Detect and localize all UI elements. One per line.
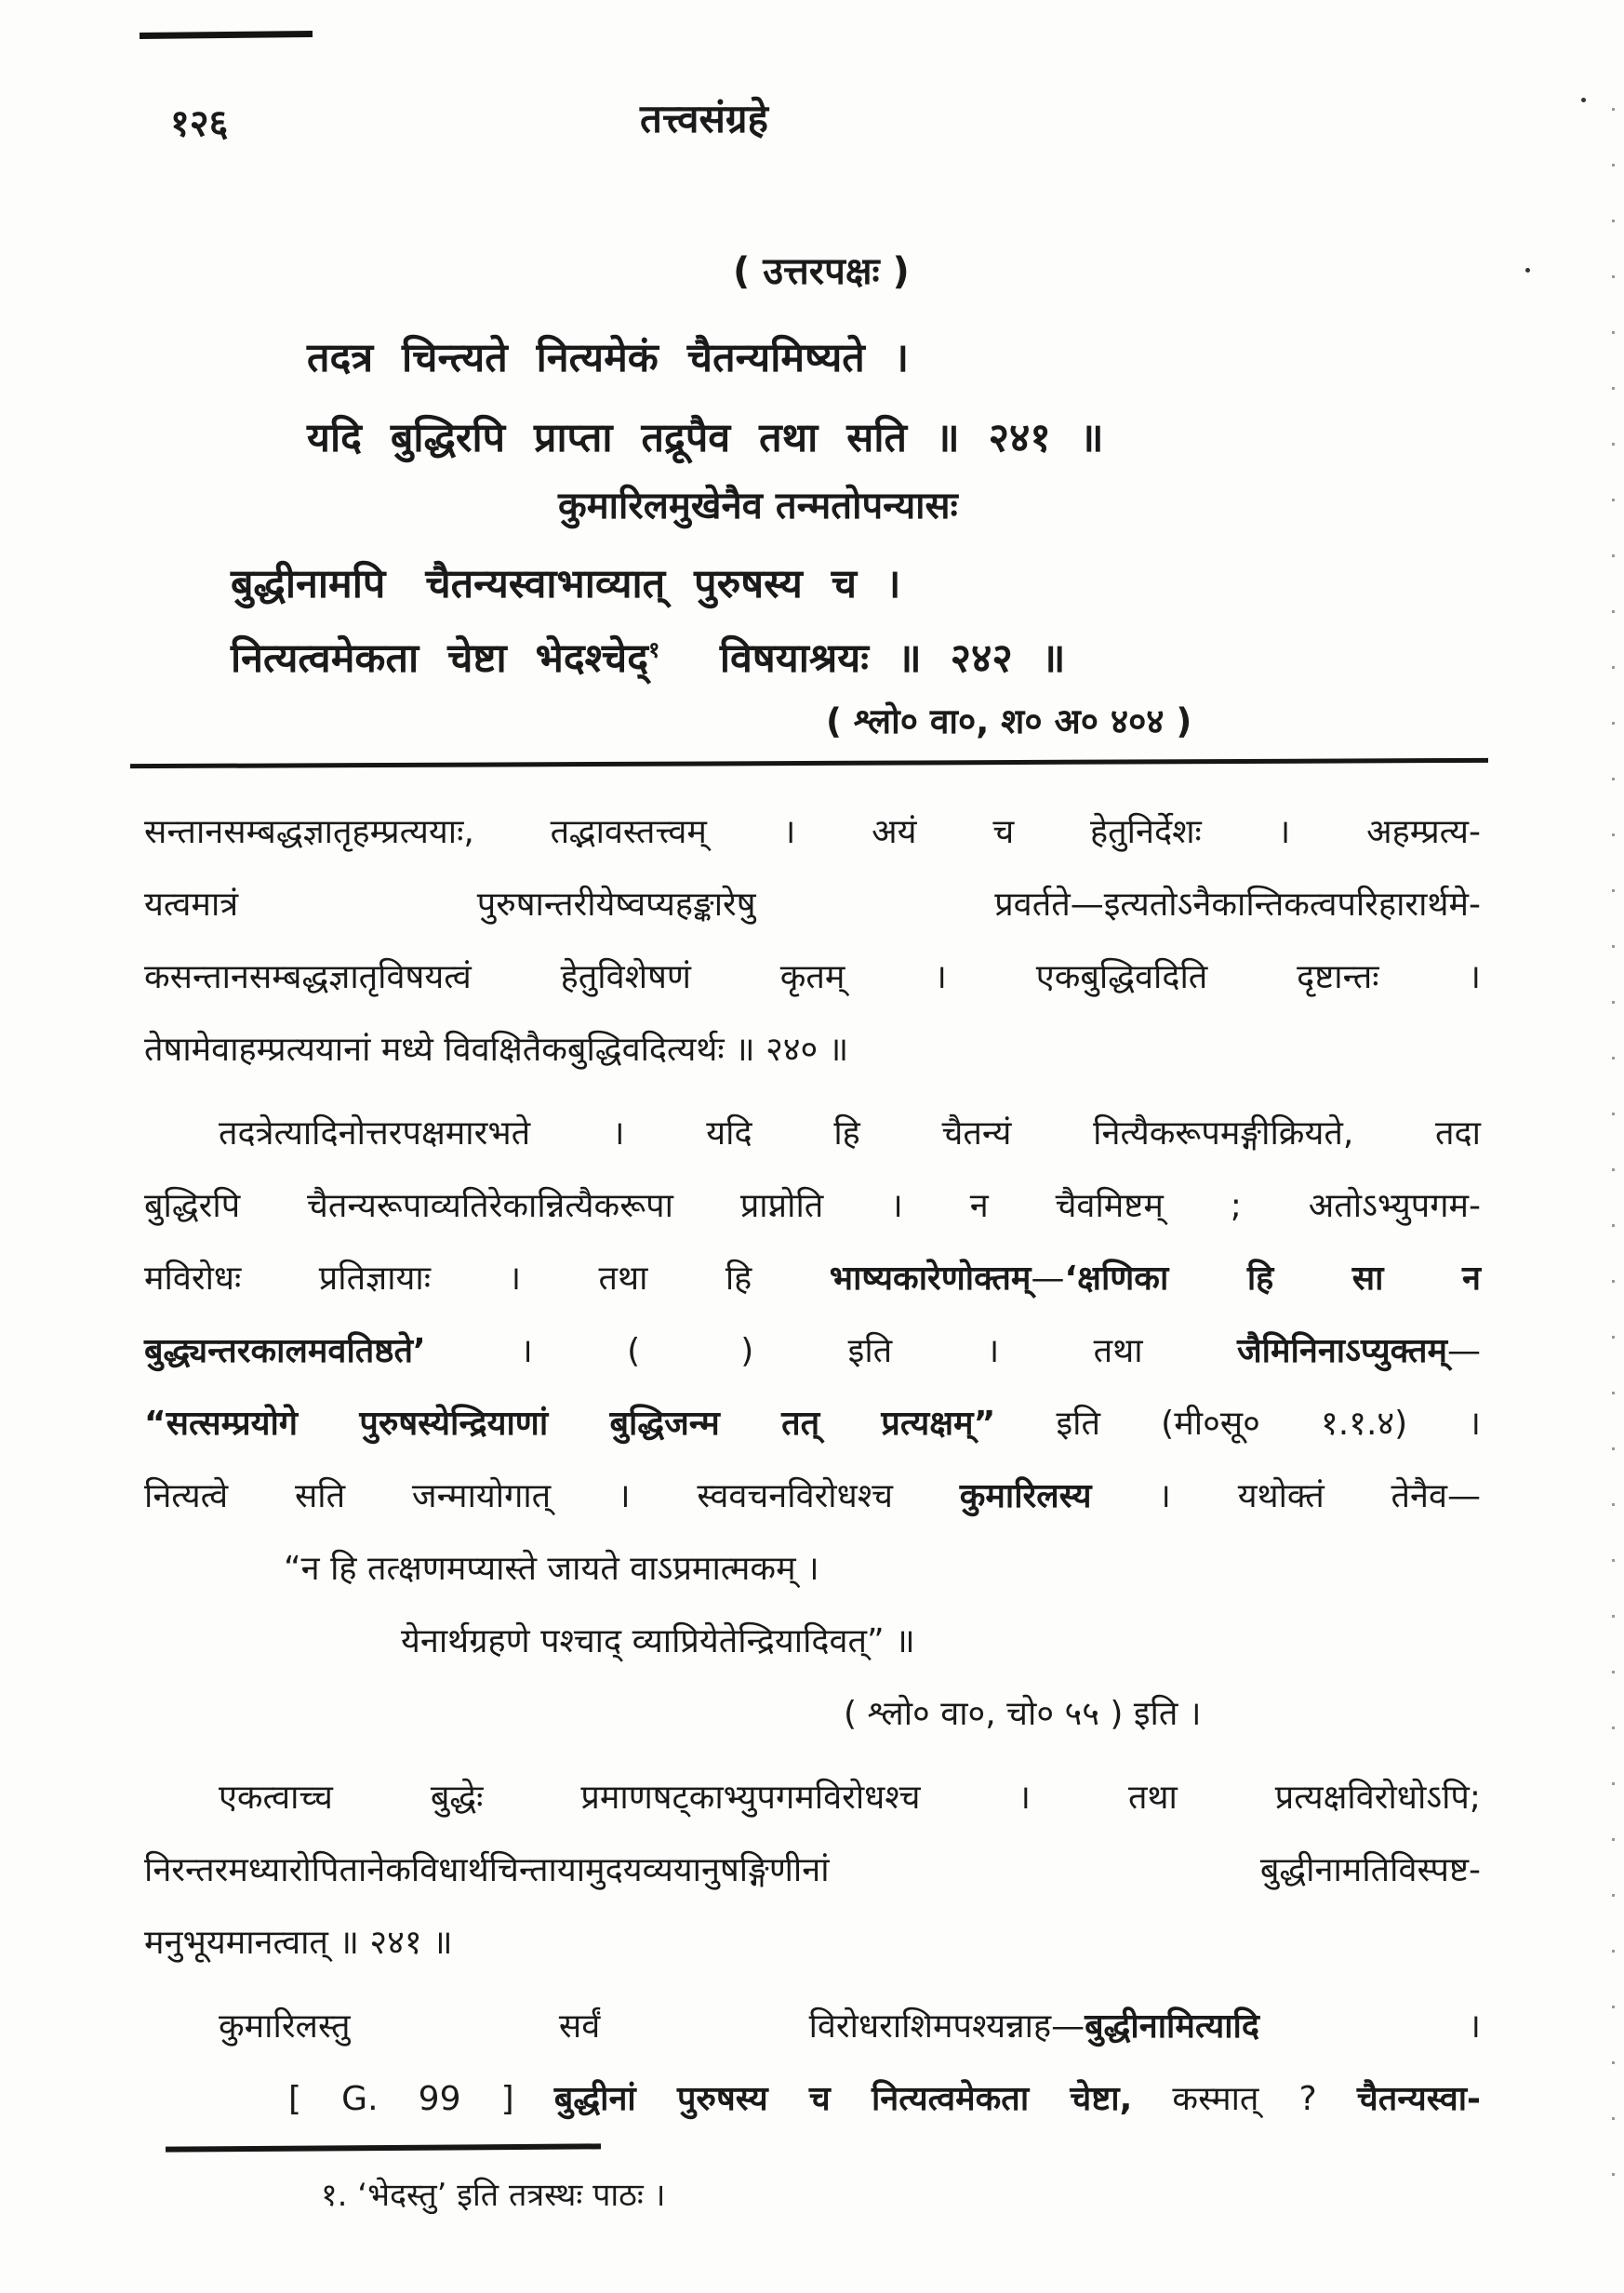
text-run: एकत्वाच्च बुद्धेः प्रमाणषट्काभ्युपगमविरोधश्च । तथा प्रत्यक्षविरोधोऽपि; <box>219 1779 1481 1817</box>
text-run: भाष्यकारेणोक्तम् <box>829 1260 1032 1298</box>
text-run: नित्यत्वमेकता चेष्टा भेदश्चेद् <box>231 635 649 682</box>
text-line <box>144 1991 1481 2063</box>
text-run: कुमारिलस्य <box>959 1477 1092 1515</box>
text-line <box>321 2167 666 2223</box>
text-run: चैतन्यस्वा- <box>1356 2080 1481 2118</box>
text-run: बुद्धीनां पुरुषस्य च नित्यत्वमेकता चेष्टा, <box>553 2080 1133 2118</box>
text-run: कुमारिलस्तु सर्वं विरोधराशिमपश्यन्नाह— <box>219 2007 1085 2046</box>
text-run: तेषामेवाहम्प्रत्ययानां मध्ये विवक्षितैकबुद्धिवदित्यर्थः ॥ २४० ॥ <box>144 1031 849 1069</box>
text-run: निरन्तरमध्यारोपितानेकविधार्थचिन्तायामुदयव्ययानुषङ्गिणीनां बुद्धीनामतिविस्पष्ट- <box>144 1851 1481 1889</box>
text-run: १ <box>648 636 660 663</box>
verse-241 <box>307 318 1330 478</box>
text-run: तदत्रेत्यादिनोत्तरपक्षमारभते । यदि हि चैतन्यं नित्यैकरूपमङ्गीक्रियते, तदा <box>219 1114 1481 1153</box>
text-run: । <box>1258 2007 1482 2046</box>
scan-artifact-right-edge <box>1612 84 1615 2223</box>
text-line <box>144 1533 1481 1606</box>
scan-artifact-speck <box>1581 98 1586 102</box>
text-run: बुद्धिरपि चैतन्यरूपाव्यतिरेकान्नित्यैकरूपा प्राप्नोति । न चैवमिष्टम् ; अतोऽभ्युपगम- <box>144 1187 1481 1225</box>
text-line <box>144 1014 1481 1087</box>
text-run: “सत्सम्प्रयोगे पुरुषस्येन्द्रियाणां बुद्धिजन्म तत् प्रत्यक्षम्” <box>144 1405 996 1443</box>
text-run: सन्तानसम्बद्धज्ञातृहम्प्रत्ययाः, तद्भावस्तत्त्वम् । अयं च हेतुनिर्देशः । अहम्प्रत्य- <box>144 813 1481 851</box>
text-run: बुद्धीनामपि चैतन्यस्वाभाव्यात् पुरुषस्य च । <box>231 561 901 607</box>
text-line <box>144 1388 1481 1460</box>
text-run: येनार्थग्रहणे पश्चाद् व्याप्रियेतेन्द्रियादिवत्” ॥ <box>401 1622 915 1660</box>
text-run: ‘क्षणिका हि सा न <box>1064 1260 1481 1298</box>
text-line <box>144 1243 1481 1315</box>
text-run: यदि बुद्धिरपि प्राप्ता तद्रूपैव तथा सति ॥ २४१ ॥ <box>307 415 1104 461</box>
text-line <box>144 1907 1481 1980</box>
text-line <box>144 1762 1481 1834</box>
text-run: बुद्ध्यन्तरकालमवतिष्ठते’ <box>144 1332 426 1370</box>
scan-artifact-speck <box>1525 268 1530 273</box>
text-line <box>307 398 1330 478</box>
scan-artifact-top-line <box>140 31 313 39</box>
text-run: कसन्तानसम्बद्धज्ञातृविषयत्वं हेतुविशेषणं कृतम् । एकबुद्धिवदिति दृष्टान्तः । <box>144 958 1481 996</box>
text-line <box>144 1315 1481 1388</box>
text-run: । यथोक्तं तेनैव— <box>1091 1477 1481 1515</box>
separator-rule <box>130 758 1488 768</box>
text-run: मनुभूयमानत्वात् ॥ २४१ ॥ <box>144 1924 453 1962</box>
text-line <box>231 547 1393 621</box>
text-run: विषयाश्रयः ॥ २४२ ॥ <box>659 635 1066 682</box>
section-heading: ( उत्तरपक्षः ) <box>733 250 910 293</box>
footnote-rule <box>166 2143 601 2152</box>
text-line <box>144 869 1481 941</box>
text-run: १. ‘भेदस्तु’ इति तत्रस्थः पाठः । <box>321 2177 666 2214</box>
text-run: मविरोधः प्रतिज्ञायाः । तथा हि <box>144 1260 830 1298</box>
commentary-text <box>144 796 1481 2136</box>
text-line <box>231 621 1393 696</box>
verse-242 <box>231 547 1393 696</box>
footnote <box>321 2167 666 2223</box>
text-run: कस्मात् ? <box>1132 2080 1357 2118</box>
text-run: “न हि तत्क्षणमप्यास्ते जायते वाऽप्रमात्मकम् । <box>284 1550 819 1588</box>
verse-242-intro: कुमारिलमुखेनैव तन्मतोपन्यासः <box>558 485 958 527</box>
text-run: यत्वमात्रं पुरुषान्तरीयेष्वप्यहङ्कारेषु प्रवर्तते—इत्यतोऽनैकान्तिकत्वपरिहारार्थमे- <box>144 886 1481 924</box>
text-line <box>144 1460 1481 1533</box>
page-number: १२६ <box>170 102 229 145</box>
text-run: बुद्धीनामित्यादि <box>1085 2007 1259 2046</box>
verse-242-citation: ( श्लो० वा०, श० अ० ४०४ ) <box>826 701 1192 741</box>
text-line <box>144 2063 1481 2136</box>
text-run: ( श्लो० वा०, चो० ५५ ) इति । <box>844 1695 1202 1733</box>
text-line <box>144 1678 1481 1751</box>
text-run: । ( ) इति । तथा <box>425 1332 1237 1370</box>
text-line <box>307 318 1330 398</box>
text-line <box>144 796 1481 869</box>
text-run: [ G. 99 ] <box>288 2080 554 2118</box>
text-line <box>144 1098 1481 1170</box>
text-line <box>144 1834 1481 1907</box>
text-line <box>144 941 1481 1014</box>
text-line <box>144 1170 1481 1243</box>
text-run: इति (मी०सू० १.१.४) । <box>995 1405 1481 1443</box>
text-line <box>144 1606 1481 1678</box>
text-run: — <box>1031 1260 1065 1298</box>
text-run: — <box>1447 1332 1481 1370</box>
text-run: तदत्र चिन्त्यते नित्यमेकं चैतन्यमिष्यते । <box>307 335 910 381</box>
text-run: नित्यत्वे सति जन्मायोगात् । स्ववचनविरोधश्च <box>144 1477 960 1515</box>
running-title: तत्त्वसंग्रहे <box>640 96 768 141</box>
text-run: जैमिनिनाऽप्युक्तम् <box>1236 1332 1447 1370</box>
